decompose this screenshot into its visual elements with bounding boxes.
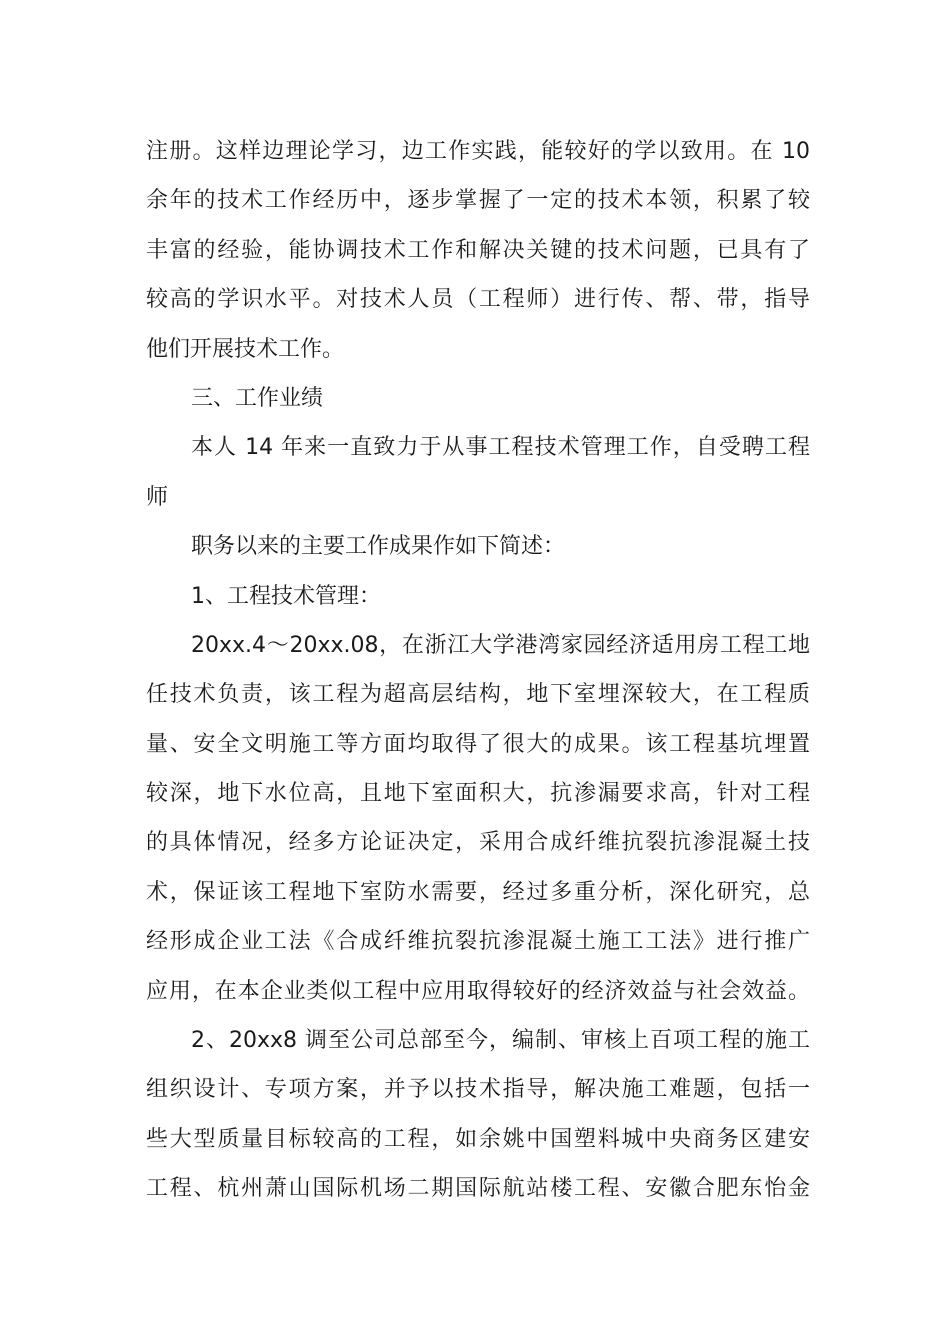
text-line: 注册。这样边理论学习，边工作实践，能较好的学以致用。在 10 (146, 139, 810, 164)
text-line: 丰富的经验，能协调技术工作和解决关键的技术问题，已具有了 (146, 237, 810, 263)
text-line: 较深，地下水位高，且地下室面积大，抗渗漏要求高，针对工程 (146, 781, 810, 807)
text-line: 本人 14 年来一直致力于从事工程技术管理工作，自受聘工程 (191, 435, 810, 461)
text-line: 他们开展技术工作。 (146, 336, 345, 362)
section-heading: 三、工作业绩 (191, 385, 324, 411)
text-line: 余年的技术工作经历中，逐步掌握了一定的技术本领，积累了较 (146, 188, 810, 214)
text-line: 应用，在本企业类似工程中应用取得较好的经济效益与社会效益。 (146, 978, 810, 1004)
text-line: 组织设计、专项方案，并予以技术指导，解决施工难题，包括一 (146, 1077, 810, 1103)
text-line: 工程、杭州萧山国际机场二期国际航站楼工程、安徽合肥东怡金 (146, 1176, 810, 1202)
text-line: 些大型质量目标较高的工程，如余姚中国塑料城中央商务区建安 (146, 1126, 810, 1152)
subsection-heading: 1、工程技术管理： (191, 583, 381, 609)
text-line: 术，保证该工程地下室防水需要，经过多重分析，深化研究，总 (146, 879, 810, 905)
text-line: 的具体情况，经多方论证决定，采用合成纤维抗裂抗渗混凝土技 (146, 830, 810, 856)
text-line: 20xx.4～20xx.08，在浙江大学港湾家园经济适用房工程工地 (191, 632, 810, 658)
text-line: 2、20xx8 调至公司总部至今，编制、审核上百项工程的施工 (191, 1028, 810, 1054)
text-line: 经形成企业工法《合成纤维抗裂抗渗混凝土施工工法》进行推广 (146, 929, 810, 955)
text-line: 职务以来的主要工作成果作如下简述： (191, 534, 566, 560)
document-body (146, 127, 810, 1214)
text-line: 任技术负责，该工程为超高层结构，地下室埋深较大，在工程质 (146, 682, 810, 708)
text-line: 师 (146, 484, 169, 510)
text-line: 较高的学识水平。对技术人员（工程师）进行传、帮、带，指导 (146, 287, 810, 313)
text-line: 量、安全文明施工等方面均取得了很大的成果。该工程基坑埋置 (146, 731, 810, 757)
